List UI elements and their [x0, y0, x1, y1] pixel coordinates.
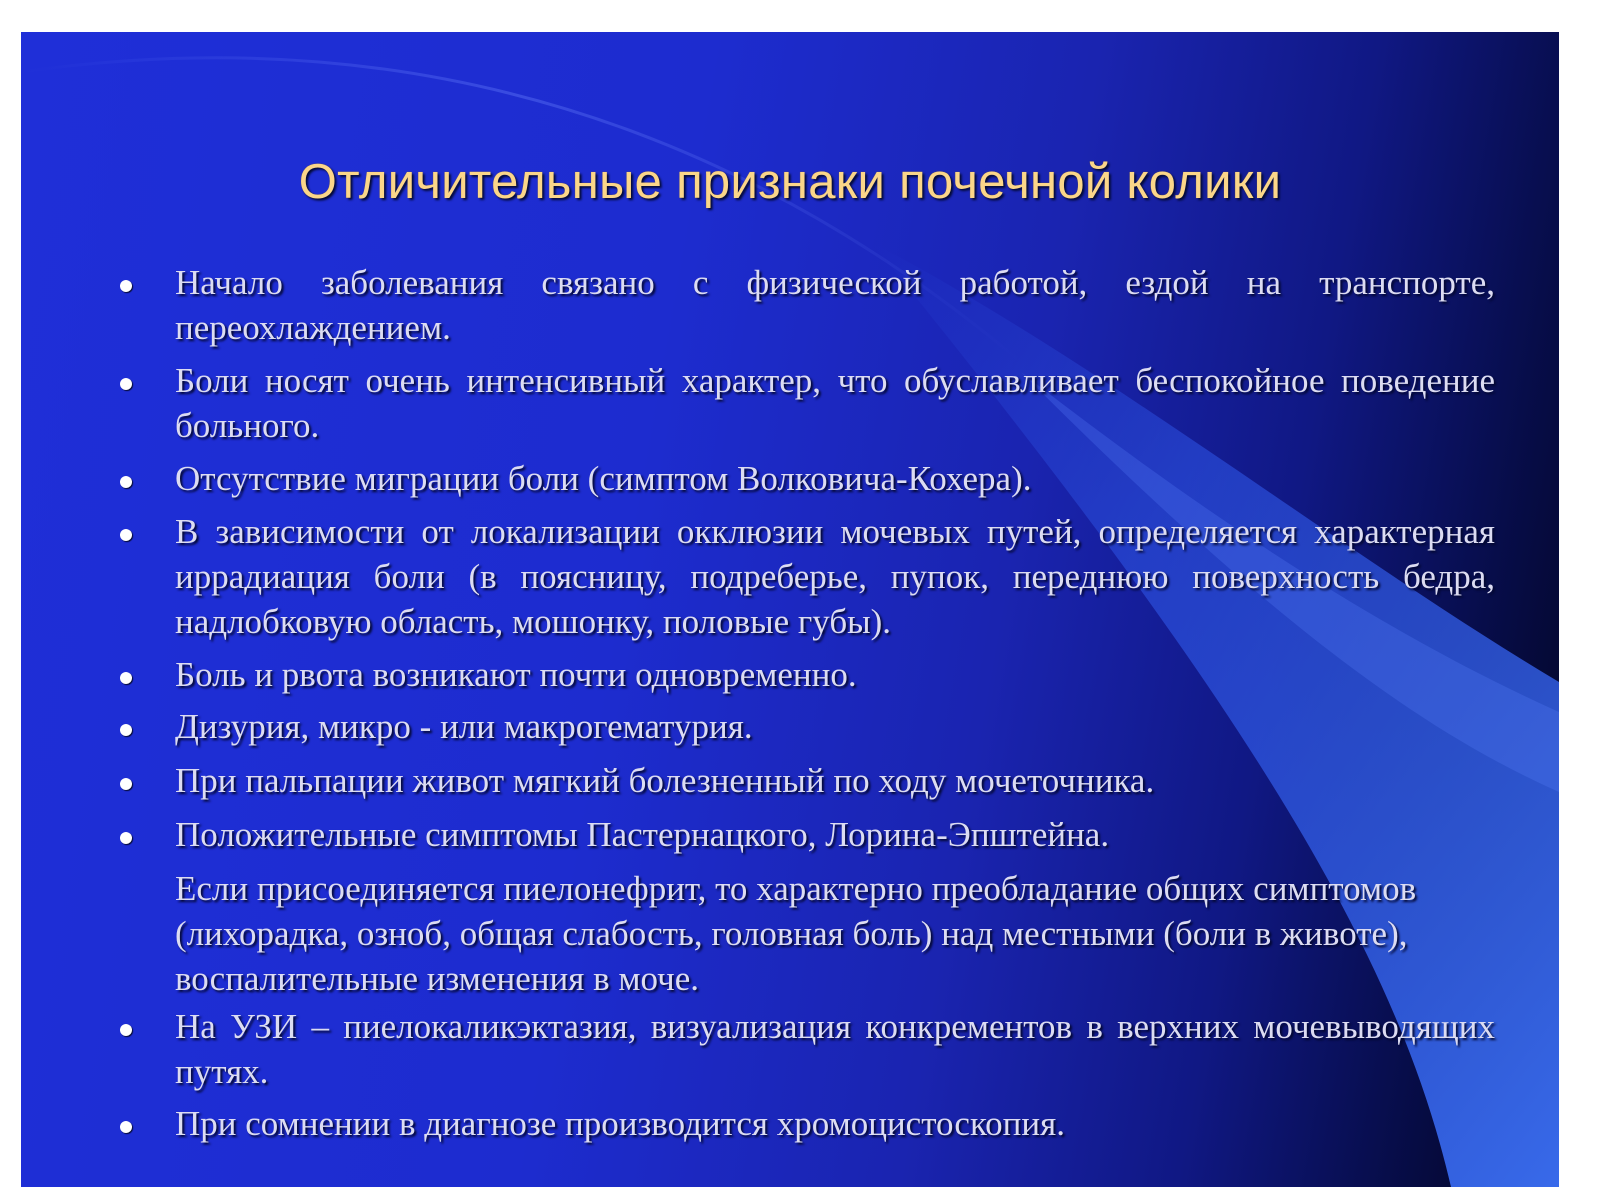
bullet-icon — [120, 832, 132, 844]
list-item: Начало заболевания связано с физической работой, ездой на транспорте, переохлаждением. — [175, 263, 1495, 347]
list-item: Боли носят очень интенсивный характер, что обуславливает беспокойное поведение больного. — [175, 361, 1495, 445]
list-item: Боль и рвота возникают почти одновременно. — [175, 655, 857, 694]
slide-content — [21, 32, 1559, 1187]
list-item: При сомнении в диагнозе производится хромоцистоскопия. — [175, 1104, 1065, 1143]
bullet-icon — [120, 1024, 132, 1036]
list-item: На УЗИ – пиелокаликэктазия, визуализация конкрементов в верхних мочевыводящих путях. — [175, 1007, 1495, 1091]
note-paragraph: Если присоединяется пиелонефрит, то характерно преобладание общих симптомов (лихорадка, озноб, общая слабость, головная боль) над местными (боли в животе), воспалительные изменения в моче. — [175, 869, 1417, 998]
list-item: Отсутствие миграции боли (симптом Волковича-Кохера). — [175, 459, 1032, 498]
bullet-icon — [120, 1121, 132, 1133]
slide — [21, 32, 1559, 1187]
bullet-icon — [120, 378, 132, 390]
slide-title: Отличительные признаки почечной колики — [298, 155, 1282, 209]
bullet-icon — [120, 672, 132, 684]
list-item: Положительные симптомы Пастернацкого, Лорина-Эпштейна. — [175, 815, 1110, 854]
bullet-icon — [120, 778, 132, 790]
bullet-icon — [120, 476, 132, 488]
bullet-icon — [120, 280, 132, 292]
bullet-icon — [120, 724, 132, 736]
bullet-icon — [120, 529, 132, 541]
list-item: В зависимости от локализации окклюзии мочевых путей, определяется характерная иррадиация боли (в поясницу, подреберье, пупок, переднюю поверхность бедра, надлобковую область, мошонку, половые губы). — [175, 512, 1495, 641]
list-item: Дизурия, микро - или макрогематурия. — [175, 707, 753, 746]
list-item: При пальпации живот мягкий болезненный по ходу мочеточника. — [175, 761, 1155, 800]
